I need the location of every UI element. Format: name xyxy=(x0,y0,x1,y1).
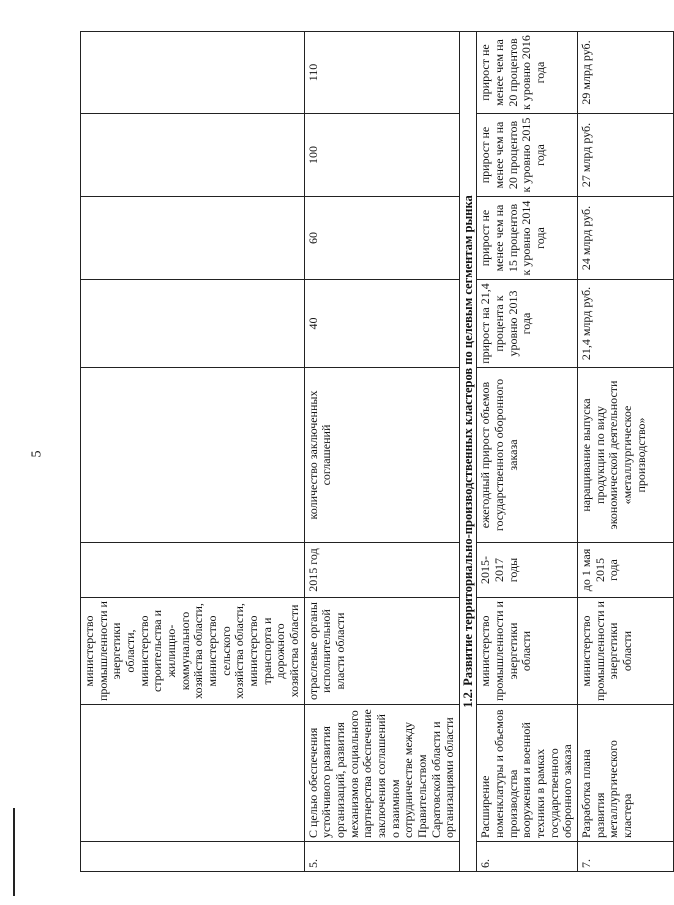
executor-cell: министерство промышленности и энергетики области xyxy=(477,598,578,705)
section-title: 1.2. Развитие территориально-производственных кластеров по целевым сегментам рынка xyxy=(460,32,477,872)
value-2014-cell: прирост не менее чем на 15 процентов к уровню 2014 года xyxy=(477,197,578,280)
indicator-cell: ежегодный прирост объемов государственного оборонного заказа xyxy=(477,368,578,543)
row-number: 7. xyxy=(578,842,674,872)
table-row xyxy=(477,32,578,872)
value-2014-cell xyxy=(81,197,305,280)
term-cell: до 1 мая 2015 года xyxy=(578,543,674,598)
rotated-table-container xyxy=(80,32,648,872)
value-2016-cell xyxy=(81,32,305,114)
value-2014-cell: 60 xyxy=(304,197,459,280)
value-2016-cell: 29 млрд руб. xyxy=(578,32,674,114)
row-number: 5. xyxy=(304,842,459,872)
table-row xyxy=(578,32,674,872)
executor-cell: министерство промышленности и энергетики области xyxy=(578,598,674,705)
indicator-cell xyxy=(81,368,305,543)
value-2013-cell xyxy=(81,280,305,368)
value-2014-cell: 24 млрд руб. xyxy=(578,197,674,280)
value-2015-cell xyxy=(81,114,305,197)
indicator-cell: наращивание выпуска продукции по виду экономической деятельности «металлургическое производство» xyxy=(578,368,674,543)
event-cell: Расширение номенклатуры и объемов производства вооружения и военной техники в рамках государственного оборонного заказа xyxy=(477,705,578,842)
value-2013-cell: 40 xyxy=(304,280,459,368)
value-2015-cell: прирост не менее чем на 20 процентов к уровню 2015 года xyxy=(477,114,578,197)
measures-table xyxy=(80,31,674,872)
value-2016-cell: 110 xyxy=(304,32,459,114)
page-number: 5 xyxy=(29,450,45,458)
term-cell: 2015-2017 годы xyxy=(477,543,578,598)
value-2016-cell: прирост не менее чем на 20 процентов к уровню 2016 года xyxy=(477,32,578,114)
executor-cell: министерство промышленности и энергетики области, министерство строительства и жилищно-коммунального хозяйства области, министерство сельского хозяйства области, министерство транспорта и дорожного хозяйства области xyxy=(81,598,305,705)
executor-cell: отраслевые органы исполнительной власти области xyxy=(304,598,459,705)
value-2013-cell: прирост на 21,4 процента к уровню 2013 года xyxy=(477,280,578,368)
section-row xyxy=(460,32,477,872)
value-2015-cell: 27 млрд руб. xyxy=(578,114,674,197)
value-2013-cell: 21,4 млрд руб. xyxy=(578,280,674,368)
event-cell: Разработка плана развития металлургического кластера xyxy=(578,705,674,842)
event-cell xyxy=(81,705,305,842)
term-cell: 2015 год xyxy=(304,543,459,598)
indicator-cell: количество заключенных соглашений xyxy=(304,368,459,543)
scan-edge-line xyxy=(13,808,15,896)
row-number: 6. xyxy=(477,842,578,872)
event-cell: С целью обеспечения устойчивого развития организаций, развития механизмов социального партнерства обеспечение заключения соглашений о взаимном сотрудничестве между Правительством Саратовской области и организациями области xyxy=(304,705,459,842)
row-number xyxy=(81,842,305,872)
table-row xyxy=(81,32,305,872)
value-2015-cell: 100 xyxy=(304,114,459,197)
term-cell xyxy=(81,543,305,598)
table-row xyxy=(304,32,459,872)
